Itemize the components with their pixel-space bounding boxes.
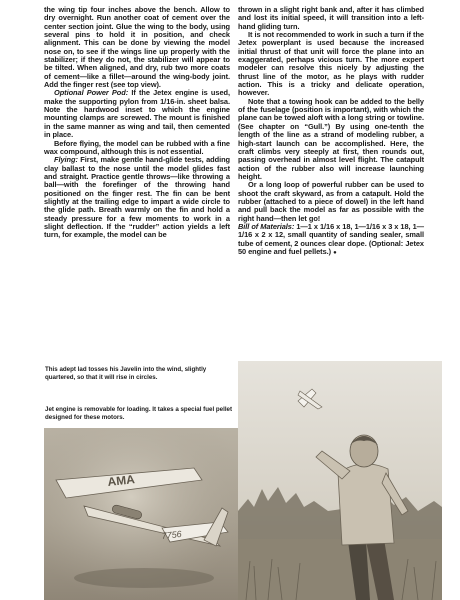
paragraph-catapult: Or a long loop of powerful rubber can be used to shoot the craft skyward, as from a catapult. Hold the rubber (attached to a piece of dowel) in the left hand and pull back the model as far as possible with the right hand—then let go! bbox=[238, 180, 424, 223]
bill-of-materials-text: 1—1 x 1/16 x 18, 1—1/16 x 3 x 18, 1—1/16 x 2 x 12, small quantity of sanding sealer, small tube of cement, 2 ounces clear dope. (Optional: Jetex 50 engine and fuel pellets.) bbox=[238, 221, 424, 256]
glider-shadow bbox=[74, 568, 214, 588]
paragraph-wing-assembly: the wing tip four inches above the bench. Allow to dry overnight. Run another coat of cement over the center section joint. Glue the wing to the body, using several pins to hold it in position, and check alignment. This can be done by viewing the model nose on, to see if the wings line up properly with the stabilizer; if they do not, the stabilizer will appear to be tilted. When aligned, and dry, rub two more coats of cement—like a fillet—around the wing-body joint. Add the finger rest (see top view). bbox=[44, 5, 230, 90]
paragraph-banking: thrown in a slight right bank and, after it has climbed and lost its initial speed, it will transition into a left-hand gliding turn. bbox=[238, 5, 424, 31]
flying-text: First, make gentle hand-glide tests, adding clay ballast to the nose until the model glides fast and straight. Practice gentle throws—like throwing a ball—with the forefinger of the throwing hand positioned on the finger rest. The fin can be bent slightly at the trailing edge to impart a wide circle to the glide path. Breath warmly on the fin and hold a steady pressure for a few moments to work in a slight deflection. If the “rudder” action yields a left turn, for example, the model can be bbox=[44, 155, 230, 240]
article-column-left bbox=[44, 6, 230, 240]
model-glider-illustration bbox=[44, 428, 238, 600]
paragraph-jetex-turn: It is not recommended to work in such a turn if the Jetex powerplant is used because the increased initial thrust of that unit will force the plane into an exaggerated, perhaps vicious turn. The more expert modeler can resolve this nicely by adjusting the thrust line of the motor, as he plays with rudder action. This is a tricky and delicate operation, however. bbox=[238, 30, 424, 98]
caption-launch-photo: This adept lad tosses his Javelin into the wind, slightly quartered, so that it will rise in circles. bbox=[45, 366, 207, 381]
power-pod-text: If the Jetex engine is used, make the supporting pylon from 1/16-in. sheet balsa. Note the hardwood inset to which the engine mounting clamps are screwed. The mount is finished in the same manner as wing and tail, then cemented in place. bbox=[44, 88, 230, 140]
wing-marking-text: AMA bbox=[106, 472, 136, 489]
paragraph-bill-of-materials bbox=[238, 223, 424, 257]
boy-launching-photo bbox=[238, 361, 442, 600]
caption-model-photo: Jet engine is removable for loading. It takes a special fuel pellet designed for these motors. bbox=[45, 406, 233, 421]
paragraph-flying bbox=[44, 156, 230, 239]
model-glider-photo bbox=[44, 428, 238, 600]
boy-launching-illustration bbox=[238, 361, 442, 600]
power-pod-heading: Optional Power Pod: bbox=[54, 88, 129, 98]
flying-heading: Flying: bbox=[54, 155, 78, 165]
paragraph-towing: Note that a towing hook can be added to the belly of the fuselage (position is important), with which the plane can be towed aloft with a long string or towline. (See chapter on “Gull.”) By using one-tenth the length of the line as a strand of modeling rubber, a high-start launch can be accomplished. Here, the craft climbs very steeply at first, then rounds out, passing overhead in almost level flight. The catapult action of the rubber also will increase launching height. bbox=[238, 96, 424, 181]
tail-number-text: 7756 bbox=[161, 528, 183, 541]
paragraph-power-pod bbox=[44, 89, 230, 139]
end-mark-icon: ● bbox=[333, 249, 337, 256]
paragraph-wax: Before flying, the model can be rubbed with a fine wax compound, although this is not essential. bbox=[44, 138, 230, 156]
bill-of-materials-heading: Bill of Materials: bbox=[238, 221, 295, 231]
article-column-right bbox=[238, 6, 424, 257]
